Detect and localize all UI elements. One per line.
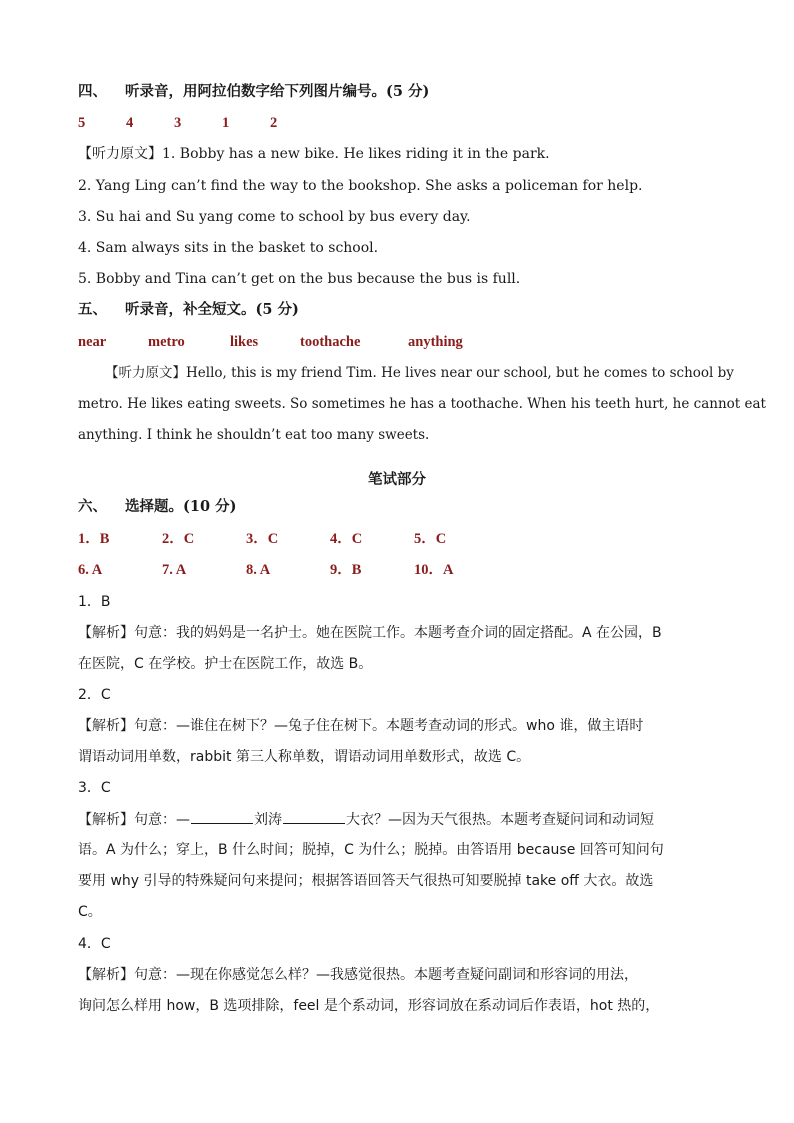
- answer-word: near: [78, 334, 107, 350]
- section-5-number: 五、: [78, 301, 107, 318]
- answer-item: 2．C: [162, 531, 195, 547]
- section-4-title: 听录音，用阿拉伯数字给下列图片编号。(5 分): [125, 83, 430, 100]
- script-label: 【听力原文】: [78, 146, 162, 162]
- answer-item: 5: [78, 115, 86, 131]
- listening-script-line: 5. Bobby and Tina can’t get on the bus because the bus is full.: [78, 271, 521, 287]
- explanation-line: 要用 why 引导的特殊疑问句来提问；根据答语回答天气很热可知要脱掉 take off 大衣。故选: [78, 873, 654, 889]
- listening-script-line: 【听力原文】1. Bobby has a new bike. He likes riding it in the park.: [78, 146, 550, 162]
- explanation-line: 【解析】句意：— 刘涛 大衣？—因为天气很热。本题考查疑问词和动词短: [78, 809, 654, 830]
- listening-script-line: 2. Yang Ling can’t find the way to the bookshop. She asks a policeman for help.: [78, 178, 643, 194]
- answer-word: metro: [148, 334, 185, 350]
- answer-item: 9．B: [330, 562, 362, 578]
- explanation-line: 询问怎么样用 how，B 选项排除，feel 是个系动词，形容词放在系动词后作表语，hot 热的，: [78, 998, 660, 1014]
- explanation-number: 3．C: [78, 780, 111, 796]
- explanation-line: 【解析】句意：—现在你感觉怎么样？—我感觉很热。本题考查疑问副词和形容词的用法，: [78, 967, 638, 983]
- answer-item: 3．C: [246, 531, 279, 547]
- listening-paragraph-line: metro. He likes eating sweets. So sometimes he has a toothache. When his teeth hurt, he cannot eat: [78, 396, 766, 412]
- fill-blank: [191, 809, 253, 824]
- explanation-line: 【解析】句意：我的妈妈是一名护士。她在医院工作。本题考查介词的固定搭配。A 在公园，B: [78, 625, 662, 641]
- explanation-line: 谓语动词用单数，rabbit 第三人称单数，谓语动词用单数形式，故选 C。: [78, 749, 531, 765]
- listening-script-line: 3. Su hai and Su yang come to school by bus every day.: [78, 209, 471, 225]
- script-label: 【听力原文】: [105, 365, 186, 381]
- section-6-title: 选择题。(10 分): [125, 498, 237, 515]
- section-5-answers: [78, 332, 498, 352]
- answer-item: 6. A: [78, 562, 103, 578]
- explanation-line: 【解析】句意：—谁住在树下？—兔子住在树下。本题考查动词的形式。who 谁，做主语时: [78, 718, 644, 734]
- listening-script-line: 4. Sam always sits in the basket to school.: [78, 240, 379, 256]
- answer-word: toothache: [300, 334, 361, 350]
- answer-item: 4．C: [330, 531, 363, 547]
- explanation-line: C。: [78, 904, 102, 920]
- explanation-number: 1．B: [78, 594, 111, 610]
- section-6-answers-row: [78, 529, 498, 549]
- answer-word: anything: [408, 334, 463, 350]
- answer-item: 5．C: [414, 531, 447, 547]
- section-4-number: 四、: [78, 83, 107, 100]
- answer-item: 4: [126, 115, 134, 131]
- section-4-answers: [78, 113, 318, 133]
- answer-item: 2: [270, 115, 278, 131]
- answer-item: 7. A: [162, 562, 187, 578]
- section-5-title: 听录音，补全短文。(5 分): [125, 301, 299, 318]
- explanation-number: 2．C: [78, 687, 111, 703]
- section-4-heading: [78, 82, 429, 102]
- explanation-line: 语。A 为什么；穿上，B 什么时间；脱掉，C 为什么；脱掉。由答语用 because 回答可知问句: [78, 842, 664, 858]
- answer-item: 8. A: [246, 562, 271, 578]
- section-5-heading: [78, 300, 299, 320]
- answer-item: 1: [222, 115, 230, 131]
- answer-item: 10．A: [414, 562, 454, 578]
- explanation-number: 4．C: [78, 936, 111, 952]
- section-6-number: 六、: [78, 498, 107, 515]
- written-part-title: 笔试部分: [368, 471, 426, 488]
- answer-word: likes: [230, 334, 259, 350]
- fill-blank: [283, 809, 345, 824]
- section-6-heading: [78, 497, 236, 517]
- answer-item: 3: [174, 115, 182, 131]
- listening-paragraph-line: 【听力原文】Hello, this is my friend Tim. He lives near our school, but he comes to school by: [105, 365, 734, 381]
- listening-paragraph-line: anything. I think he shouldn’t eat too many sweets.: [78, 427, 430, 443]
- section-6-answers-row: [78, 560, 498, 580]
- explanation-line: 在医院，C 在学校。护士在医院工作，故选 B。: [78, 656, 373, 672]
- answer-item: 1．B: [78, 531, 110, 547]
